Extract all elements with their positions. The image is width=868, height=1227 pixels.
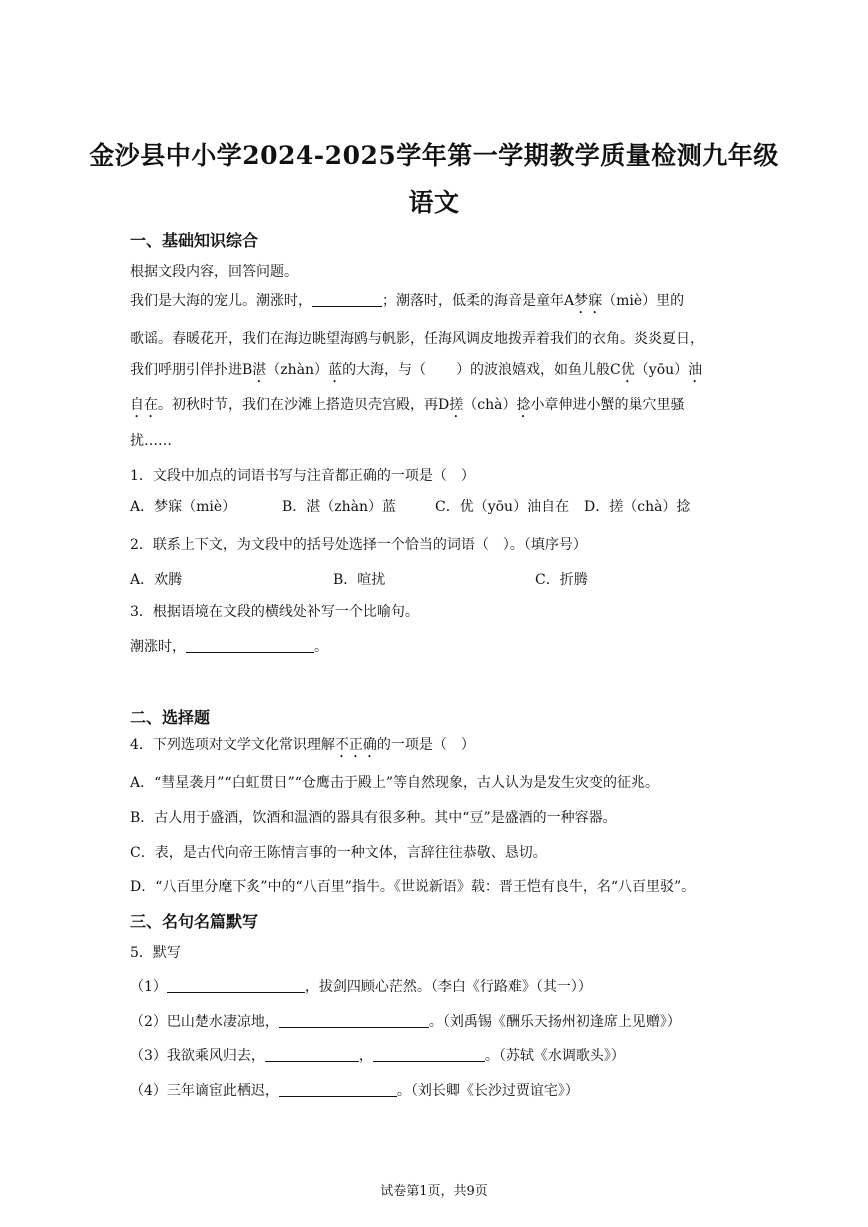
page-title: 金沙县中小学2024-2025学年第一学期教学质量检测九年级 [89,141,779,170]
section-heading-choice: 二、选择题 [130,708,211,727]
passage-line-5: 扰…… [130,433,172,449]
section-heading-basics: 一、基础知识综合 [130,231,259,250]
passage-line-2: 歌谣。春暖花开，我们在海边眺望海鸥与帆影，任海风调皮地拨弄着我们的衣角。炎炎夏日， [130,331,704,347]
answer-blank[interactable] [279,1013,429,1028]
q2-option-a[interactable]: A．欢腾 [130,572,183,588]
question-3-answer-line: 潮涨时， 。 [130,639,328,655]
question-4-stem: 4．下列选项对文学文化常识理解不正确的一项是（ ） [130,737,475,753]
q2-option-c[interactable]: C．折腾 [535,572,588,588]
question-3-stem: 3．根据语境在文段的横线处补写一个比喻句。 [130,604,419,620]
q4-option-c[interactable]: C．表，是古代向帝王陈情言事的一种文体，言辞往往恭敬、恳切。 [130,845,547,861]
intro-text: 根据文段内容，回答问题。 [130,264,298,280]
answer-blank[interactable] [167,978,305,993]
q5-item-1: （1） ，拔剑四顾心茫然。（李白《行路难》（其一）） [130,979,592,995]
question-1-stem: 1．文段中加点的词语书写与注音都正确的一项是（ ） [130,468,475,484]
passage-line-1: 我们是大海的宠儿。潮涨时， ；潮落时，低柔的海音是童年A梦寐（miè）里的 [130,293,685,309]
q4-option-b[interactable]: B．古人用于盛酒，饮酒和温酒的器具有很多种。其中“豆”是盛酒的一种容器。 [130,810,617,826]
q1-option-d[interactable]: D．搓（chà）捻 [584,499,691,515]
answer-blank[interactable] [279,1082,397,1097]
q5-item-3: （3）我欲乘风归去， ， 。（苏轼《水调歌头》） [130,1048,625,1064]
q1-option-c[interactable]: C．优（yōu）油自在 [435,499,570,515]
passage-line-3: 我们呼朋引伴扑进B湛（zhàn）蓝的大海，与（ ）的波浪嬉戏，如鱼儿般C优（yōu）油 [130,362,703,378]
q4-option-a[interactable]: A．“彗星袭月”“白虹贯日”“仓鹰击于殿上”等自然现象，古人认为是发生灾变的征兆。 [130,775,660,791]
section-heading-recitation: 三、名句名篇默写 [130,912,259,931]
page-subtitle: 语文 [408,188,460,217]
passage-line-4: 自在。初秋时节，我们在沙滩上搭造贝壳宫殿，再D搓（chà）捻小章伸进小蟹的巢穴里骚 [130,397,685,413]
q4-option-d[interactable]: D．“八百里分麾下炙”中的“八百里”指牛。《世说新语》载：晋王恺有良牛，名“八百里驳”。 [130,879,696,895]
q1-option-a[interactable]: A．梦寐（miè） [130,499,237,515]
question-5-stem: 5．默写 [130,945,181,961]
q2-option-b[interactable]: B．喧扰 [333,572,386,588]
q5-item-2: （2）巴山楚水凄凉地， 。（刘禹锡《酬乐天扬州初逢席上见赠》） [130,1014,681,1030]
answer-blank[interactable] [186,638,314,653]
answer-blank[interactable] [265,1047,359,1062]
q1-option-b[interactable]: B．湛（zhàn）蓝 [282,499,397,515]
question-2-stem: 2．联系上下文，为文段中的括号处选择一个恰当的词语（ ）。（填序号） [130,537,587,553]
fill-blank[interactable] [312,292,382,307]
q5-item-4: （4）三年谪宦此栖迟， 。（刘长卿《长沙过贾谊宅》） [130,1083,579,1099]
page-footer: 试卷第1页，共9页 [380,1184,488,1199]
answer-blank[interactable] [373,1047,485,1062]
